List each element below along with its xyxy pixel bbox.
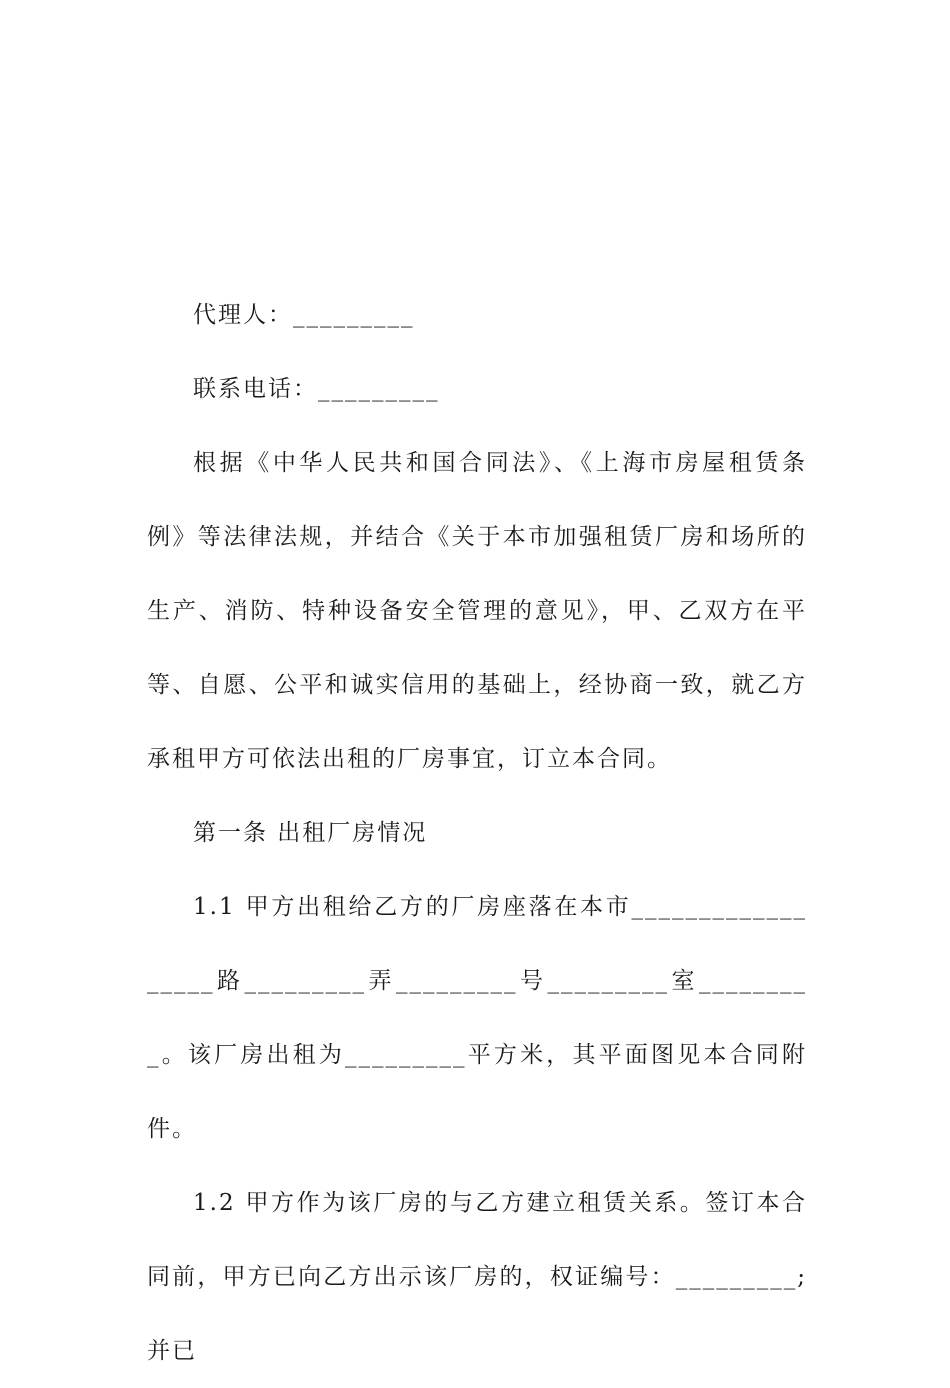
contract-body <box>147 278 807 1388</box>
clause-1-2: 1.2 甲方作为该厂房的与乙方建立租赁关系。签订本合同前，甲方已向乙方出示该厂房的，权证编号：_________;并已 <box>147 1190 807 1364</box>
agent-line: 代理人：_________ <box>193 302 415 328</box>
preamble-paragraph: 根据《中华人民共和国合同法》、《上海市房屋租赁条例》等法律法规，并结合《关于本市加强租赁厂房和场所的生产、消防、特种设备安全管理的意见》，甲、乙双方在平等、自愿、公平和诚实信用的基础上，经协商一致，就乙方承租甲方可依法出租的厂房事宜，订立本合同。 <box>147 450 807 772</box>
contact-phone-line: 联系电话：_________ <box>193 376 440 402</box>
article-one-heading: 第一条 出租厂房情况 <box>193 820 428 846</box>
clause-1-1: 1.1 甲方出租给乙方的厂房座落在本市__________________路_________弄_________号_________室_________。该厂房出租为_________平方米，其平面图见本合同附件。 <box>147 894 807 1142</box>
